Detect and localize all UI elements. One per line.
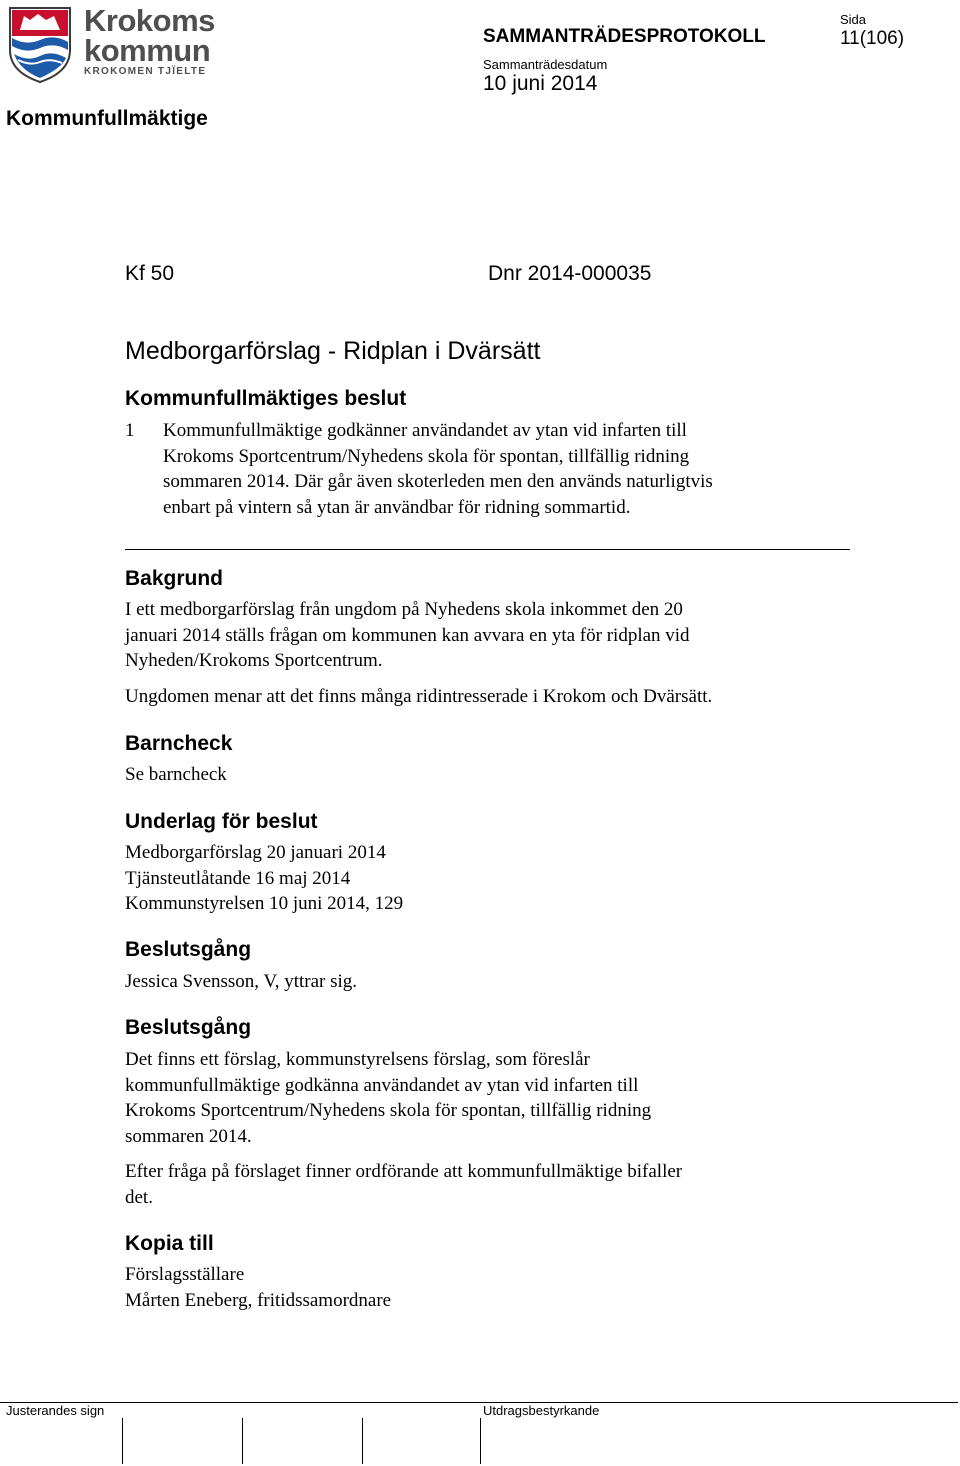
signature-label: Justerandes sign [6,1403,105,1418]
footer-rule [0,1402,958,1403]
registration-number: Dnr 2014-000035 [488,262,652,285]
signature-box-divider [362,1418,363,1464]
basis-item: Kommunstyrelsen 10 juni 2014, 129 [125,893,404,914]
text-line: sommaren 2014. [125,1125,252,1147]
child-check-text: Se barncheck [125,764,227,785]
decision-heading: Kommunfullmäktiges beslut [125,387,407,410]
text-line: januari 2014 ställs frågan om kommunen kan avvara en yta för ridplan vid [125,624,690,646]
meeting-date-label: Sammanträdesdatum [483,57,608,72]
recipient: Förslagsställare [125,1264,245,1285]
logo-text-line2: kommun [84,33,211,68]
document-type: SAMMANTRÄDESPROTOKOLL [483,26,766,47]
text-line: enbart på vintern så ytan är användbar för ridning sommartid. [163,496,631,518]
procedure-heading: Beslutsgång [125,938,252,961]
procedure-paragraph [125,1047,865,1149]
case-number: Kf 50 [125,262,175,285]
logo-text-line1: Krokoms [84,3,215,38]
child-check-heading: Barncheck [125,732,233,755]
copy-to-list [125,1262,865,1313]
background-heading: Bakgrund [125,567,224,590]
section-divider [125,549,850,550]
case-title: Medborgarförslag - Ridplan i Dvärsätt [125,337,541,365]
basis-item: Tjänsteutlåtande 16 maj 2014 [125,867,351,889]
text-line: I ett medborgarförslag från ungdom på Nyhedens skola inkommet den 20 [125,599,683,620]
coat-of-arms-icon [6,6,74,84]
background-paragraph-2: Ungdomen menar att det finns många ridintresserade i Krokom och Dvärsätt. [125,686,713,707]
procedure-heading-2: Beslutsgång [125,1016,252,1039]
text-line: Krokoms Sportcentrum/Nyhedens skola för spontan, tillfällig ridning [163,445,690,467]
basis-list [125,840,865,917]
logo-subtitle: KROKOMEN TJÏELTE [84,66,207,77]
background-paragraph [125,597,865,674]
extract-certification-label: Utdragsbestyrkande [483,1403,600,1418]
decision-text [163,418,853,520]
basis-item: Medborgarförslag 20 januari 2014 [125,842,386,863]
signature-box-divider [242,1418,243,1464]
basis-heading: Underlag för beslut [125,810,318,833]
recipient: Mårten Eneberg, fritidssamordnare [125,1289,392,1311]
text-line: Krokoms Sportcentrum/Nyhedens skola för spontan, tillfällig ridning [125,1100,652,1121]
text-line: kommunfullmäktige godkänna användandet av ytan vid infarten till [125,1074,639,1096]
text-line: Nyheden/Krokoms Sportcentrum. [125,650,383,671]
signature-box-divider [480,1418,481,1464]
meeting-date: 10 juni 2014 [483,72,598,95]
page-label: Sida [840,12,867,27]
copy-to-heading: Kopia till [125,1232,214,1255]
page-number: 11(106) [840,28,905,49]
text-line: sommaren 2014. Där går även skoterleden men den används naturligtvis [163,471,713,492]
signature-box-divider [122,1418,123,1464]
decision-item-number: 1 [125,420,135,441]
text-line: det. [125,1186,153,1208]
text-line: Kommunfullmäktige godkänner användandet av ytan vid infarten till [163,420,687,441]
text-line: Efter fråga på förslaget finner ordförande att kommunfullmäktige bifaller [125,1161,683,1182]
governing-body: Kommunfullmäktige [6,107,208,130]
text-line: Det finns ett förslag, kommunstyrelsens förslag, som föreslår [125,1049,590,1070]
procedure-text: Jessica Svensson, V, yttrar sig. [125,971,358,992]
procedure-paragraph-2 [125,1159,865,1210]
